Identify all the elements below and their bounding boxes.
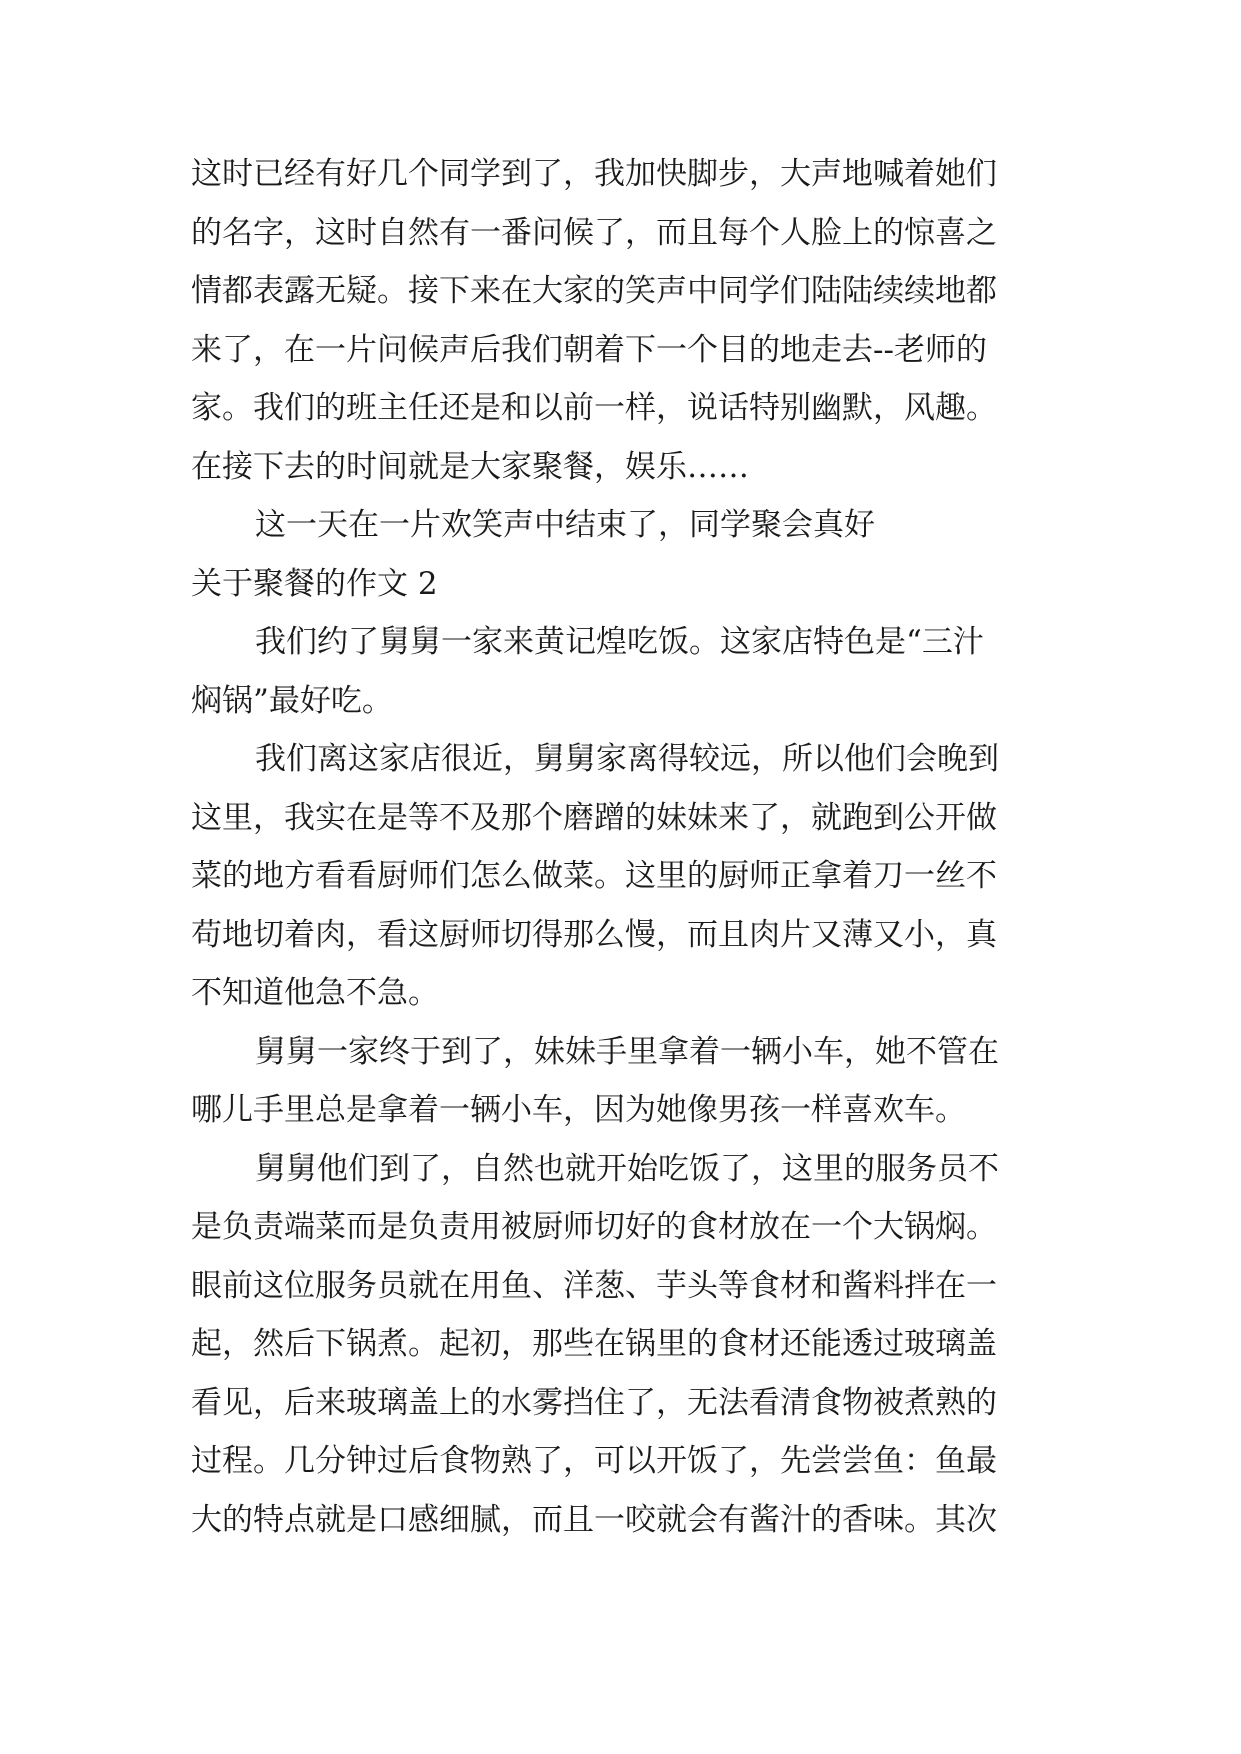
text-line: 焖锅”最好吃。 [191,682,393,719]
text-line: 大的特点就是口感细腻，而且一咬就会有酱汁的香味。其次 [191,1501,997,1538]
text-line: 眼前这位服务员就在用鱼、洋葱、芋头等食材和酱料拌在一 [191,1267,997,1304]
text-line: 这时已经有好几个同学到了，我加快脚步，大声地喊着她们 [191,156,997,192]
text-line: 起，然后下锅煮。起初，那些在锅里的食材还能透过玻璃盖 [191,1326,997,1362]
text-line: 这一天在一片欢笑声中结束了，同学聚会真好 [255,507,875,543]
text-line: 舅舅他们到了，自然也就开始吃饭了，这里的服务员不 [255,1150,999,1187]
text-line: 菜的地方看看厨师们怎么做菜。这里的厨师正拿着刀一丝不 [191,858,997,894]
text-line: 情都表露无疑。接下来在大家的笑声中同学们陆陆续续地都 [191,273,997,309]
document-body [191,145,1071,1549]
text-line: 在接下去的时间就是大家聚餐，娱乐…… [191,448,749,485]
text-line: 家。我们的班主任还是和以前一样，说话特别幽默，风趣。 [191,390,997,426]
text-line: 哪儿手里总是拿着一辆小车，因为她像男孩一样喜欢车。 [191,1092,966,1128]
text-line: 过程。几分钟过后食物熟了，可以开饭了，先尝尝鱼：鱼最 [191,1443,997,1479]
text-line: 是负责端菜而是负责用被厨师切好的食材放在一个大锅焖。 [191,1209,997,1245]
text-line: 苟地切着肉，看这厨师切得那么慢，而且肉片又薄又小，真 [191,916,997,953]
text-line: 看见，后来玻璃盖上的水雾挡住了，无法看清食物被煮熟的 [191,1384,997,1421]
text-line: 我们约了舅舅一家来黄记煌吃饭。这家店特色是“三汁 [255,624,984,660]
text-line: 这里，我实在是等不及那个磨蹭的妹妹来了，就跑到公开做 [191,799,997,836]
text-line: 舅舅一家终于到了，妹妹手里拿着一辆小车，她不管在 [255,1033,999,1070]
text-line: 的名字，这时自然有一番问候了，而且每个人脸上的惊喜之 [191,214,997,251]
text-line: 不知道他急不急。 [191,975,439,1011]
text-line: 我们离这家店很近，舅舅家离得较远，所以他们会晚到 [255,741,999,777]
text-line: 来了，在一片问候声后我们朝着下一个目的地走去--老师的 [191,331,987,368]
section-heading: 关于聚餐的作文 2 [191,565,438,602]
